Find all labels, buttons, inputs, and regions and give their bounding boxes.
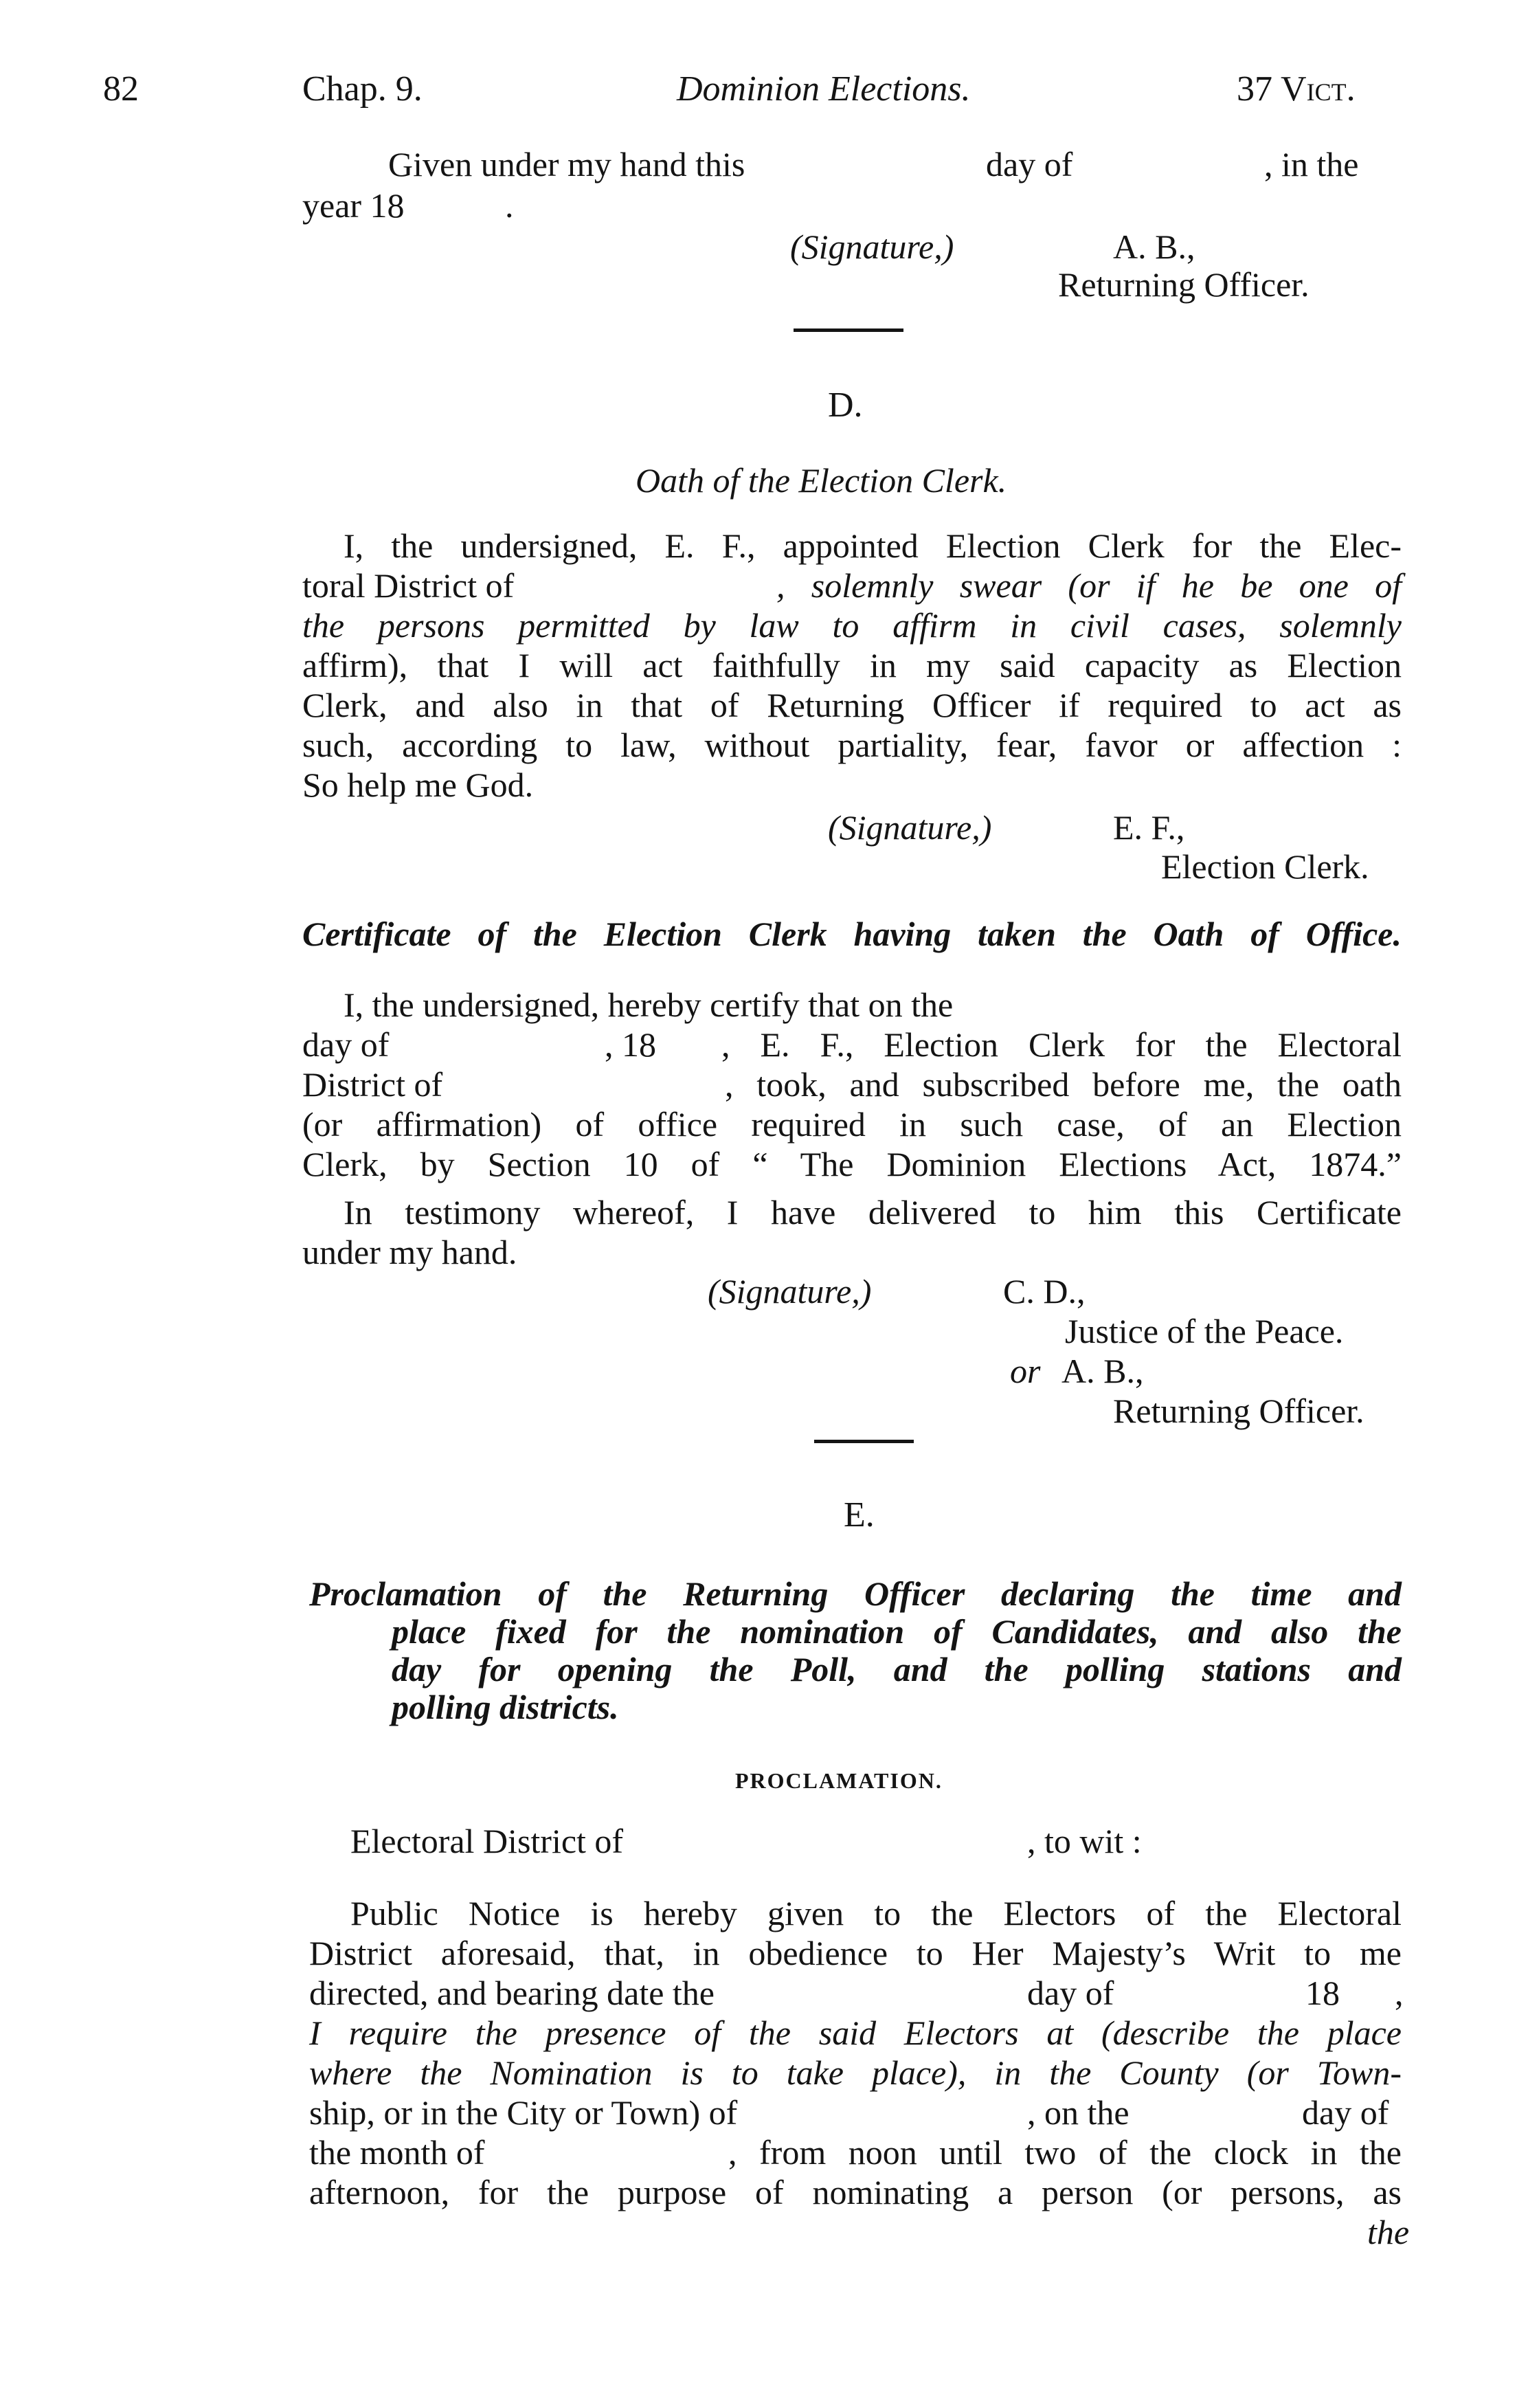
notice-line: District aforesaid, that, in obedience to Her Majesty’s Writ to me: [309, 1934, 1402, 1972]
given-under-hand-text: Given under my hand this: [388, 145, 745, 183]
certificate-line: , E. F., Election Clerk for the Electoral: [721, 1025, 1402, 1064]
form-letter: D.: [828, 386, 863, 425]
notice-line: day of: [1302, 2093, 1389, 2132]
section-divider: [794, 328, 903, 332]
notice-line: 18: [1305, 1974, 1340, 2012]
section-divider: [814, 1440, 914, 1443]
signatory-title: Returning Officer.: [1058, 265, 1310, 304]
notice-line: , on the: [1027, 2093, 1130, 2132]
certificate-line: under my hand.: [302, 1233, 517, 1271]
signature-label: (Signature,): [790, 227, 954, 266]
signatory-initials: E. F.,: [1113, 808, 1185, 847]
in-the-text: , in the: [1264, 145, 1359, 183]
form-letter: E.: [844, 1495, 875, 1535]
oath-line: the persons permitted by law to affirm in civil cases, solemnly: [302, 606, 1402, 645]
oath-line: So help me God.: [302, 766, 534, 804]
running-title: Dominion Elections.: [677, 69, 971, 109]
oath-line: affirm), that I will act faithfully in my said capacity as Election: [302, 646, 1402, 684]
alternate-initials: A. B.,: [1061, 1352, 1144, 1390]
signature-label: (Signature,): [828, 808, 992, 847]
oath-line: toral District of: [302, 566, 515, 605]
notice-line: afternoon, for the purpose of nominating a person (or persons, as: [309, 2173, 1402, 2211]
signatory-title: Justice of the Peace.: [1065, 1312, 1344, 1350]
signatory-initials: C. D.,: [1003, 1272, 1086, 1311]
notice-line: ship, or in the City or Town) of: [309, 2093, 738, 2132]
chapter-label: Chap. 9.: [302, 69, 423, 109]
alternate-title: Returning Officer.: [1113, 1392, 1364, 1430]
year-text: year 18: [302, 186, 405, 225]
section-heading-line: day for opening the Poll, and the polling stations and: [392, 1650, 1402, 1688]
section-heading-line: polling districts.: [392, 1688, 619, 1726]
notice-line: I require the presence of the said Electors at (describe the place: [309, 2014, 1402, 2052]
catchword: the: [1367, 2213, 1410, 2251]
certificate-line: I, the undersigned, hereby certify that on the: [344, 985, 954, 1024]
notice-line: Public Notice is hereby given to the Electors of the Electoral: [350, 1894, 1402, 1932]
district-text: Electoral District of: [350, 1822, 624, 1860]
section-heading-line: Proclamation of the Returning Officer declaring the time and: [309, 1574, 1402, 1613]
certificate-line: (or affirmation) of office required in such case, of an Election: [302, 1105, 1402, 1144]
to-wit-text: , to wit :: [1027, 1822, 1142, 1860]
page-number: 82: [103, 69, 139, 109]
notice-line: where the Nomination is to take place), in the County (or Town-: [309, 2053, 1402, 2092]
alternate-prefix: or: [1010, 1352, 1041, 1390]
certificate-line: day of: [302, 1025, 390, 1064]
oath-line: I, the undersigned, E. F., appointed Election Clerk for the Elec-: [344, 526, 1402, 565]
certificate-line: , took, and subscribed before me, the oath: [725, 1065, 1402, 1104]
oath-line: such, according to law, without partiality, fear, favor or affection :: [302, 726, 1402, 764]
certificate-line: In testimony whereof, I have delivered to him this Certificate: [344, 1193, 1402, 1231]
certificate-line: , 18: [605, 1025, 656, 1064]
notice-line: directed, and bearing date the: [309, 1974, 715, 2012]
certificate-line: Clerk, by Section 10 of “ The Dominion Elections Act, 1874.”: [302, 1145, 1402, 1183]
oath-line: Clerk, and also in that of Returning Officer if required to act as: [302, 686, 1402, 724]
signatory-initials: A. B.,: [1113, 227, 1195, 266]
notice-line: , from noon until two of the clock in the: [728, 2133, 1402, 2172]
certificate-heading: Certificate of the Election Clerk having taken the Oath of Office.: [302, 915, 1402, 953]
signatory-title: Election Clerk.: [1161, 847, 1369, 886]
certificate-line: District of: [302, 1065, 443, 1104]
section-heading: Oath of the Election Clerk.: [636, 461, 1007, 500]
notice-line: ,: [1395, 1974, 1404, 2012]
oath-line: , solemnly swear (or if he be one of: [776, 566, 1402, 605]
notice-line: the month of: [309, 2133, 485, 2172]
day-of-text: day of: [986, 145, 1073, 183]
year-period: .: [505, 186, 514, 225]
regnal-year: 37 Vict.: [1237, 69, 1356, 109]
notice-line: day of: [1027, 1974, 1114, 2012]
signature-label: (Signature,): [708, 1272, 872, 1311]
proclamation-subheading: PROCLAMATION.: [735, 1768, 943, 1793]
section-heading-line: place fixed for the nomination of Candidates, and also the: [392, 1612, 1402, 1651]
